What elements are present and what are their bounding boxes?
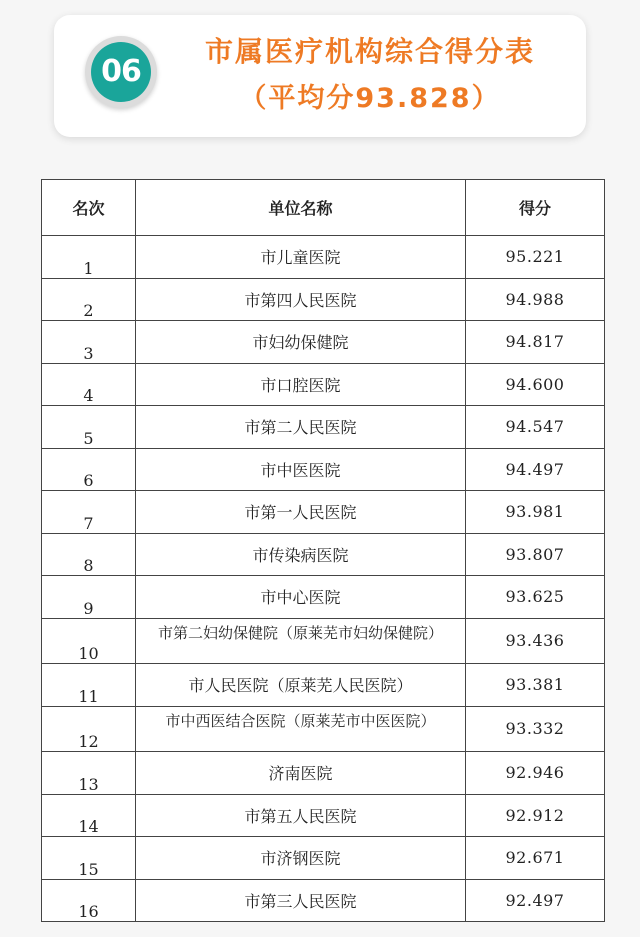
table-row: [42, 879, 605, 922]
score-cell: 94.988: [466, 278, 605, 321]
table-row: [42, 706, 605, 752]
hospital-name-cell: 市中医医院: [136, 448, 466, 491]
rank-cell: 16: [42, 879, 136, 922]
score-cell: 94.817: [466, 321, 605, 364]
rank-cell: 9: [42, 576, 136, 619]
hospital-name-cell: 市第三人民医院: [136, 879, 466, 922]
score-cell: 93.981: [466, 491, 605, 534]
score-cell: 93.332: [466, 706, 605, 752]
hospital-name-cell: 市口腔医院: [136, 363, 466, 406]
table-row: [42, 794, 605, 837]
table-header-row: [42, 180, 605, 236]
table-row: [42, 491, 605, 534]
page-title: 市属医疗机构综合得分表: [204, 35, 535, 68]
hospital-name-cell: 市人民医院（原莱芜人民医院）: [136, 664, 466, 707]
score-cell: 94.497: [466, 448, 605, 491]
rank-cell: 6: [42, 448, 136, 491]
rank-cell: 11: [42, 664, 136, 707]
table-row: [42, 533, 605, 576]
score-cell: 92.671: [466, 837, 605, 880]
average-score-subtitle: （平均分93.828）: [239, 83, 501, 114]
table-row: [42, 752, 605, 795]
rank-cell: 8: [42, 533, 136, 576]
table-row: [42, 406, 605, 449]
column-header-score: 得分: [466, 180, 605, 236]
hospital-name-cell: 市第二妇幼保健院（原莱芜市妇幼保健院）: [136, 618, 466, 664]
rank-cell: 5: [42, 406, 136, 449]
score-cell: 93.625: [466, 576, 605, 619]
score-cell: 95.221: [466, 236, 605, 279]
score-cell: 93.436: [466, 618, 605, 664]
column-header-rank: 名次: [42, 180, 136, 236]
rank-cell: 1: [42, 236, 136, 279]
score-cell: 92.912: [466, 794, 605, 837]
score-cell: 92.946: [466, 752, 605, 795]
rank-cell: 12: [42, 706, 136, 752]
hospital-name-cell: 市妇幼保健院: [136, 321, 466, 364]
rank-cell: 13: [42, 752, 136, 795]
hospital-name-cell: 市第一人民医院: [136, 491, 466, 534]
score-cell: 94.547: [466, 406, 605, 449]
score-cell: 92.497: [466, 879, 605, 922]
table-row: [42, 236, 605, 279]
section-number: 06: [91, 42, 151, 102]
score-cell: 93.381: [466, 664, 605, 707]
table-row: [42, 278, 605, 321]
hospital-name-cell: 市济钢医院: [136, 837, 466, 880]
rank-cell: 3: [42, 321, 136, 364]
rank-cell: 7: [42, 491, 136, 534]
score-cell: 93.807: [466, 533, 605, 576]
rank-cell: 14: [42, 794, 136, 837]
hospital-name-cell: 市传染病医院: [136, 533, 466, 576]
table-row: [42, 448, 605, 491]
table-row: [42, 363, 605, 406]
table-row: [42, 837, 605, 880]
hospital-name-cell: 济南医院: [136, 752, 466, 795]
rank-cell: 10: [42, 618, 136, 664]
table-row: [42, 576, 605, 619]
hospital-name-cell: 市第二人民医院: [136, 406, 466, 449]
table-row: [42, 664, 605, 707]
rank-cell: 15: [42, 837, 136, 880]
section-number-badge: [85, 36, 157, 108]
hospital-name-cell: 市第四人民医院: [136, 278, 466, 321]
hospital-name-cell: 市儿童医院: [136, 236, 466, 279]
rank-cell: 4: [42, 363, 136, 406]
hospital-name-cell: 市中西医结合医院（原莱芜市中医医院）: [136, 706, 466, 752]
score-table: [41, 179, 605, 922]
score-cell: 94.600: [466, 363, 605, 406]
table-row: [42, 321, 605, 364]
hospital-name-cell: 市中心医院: [136, 576, 466, 619]
column-header-name: 单位名称: [136, 180, 466, 236]
table-row: [42, 618, 605, 664]
rank-cell: 2: [42, 278, 136, 321]
hospital-name-cell: 市第五人民医院: [136, 794, 466, 837]
